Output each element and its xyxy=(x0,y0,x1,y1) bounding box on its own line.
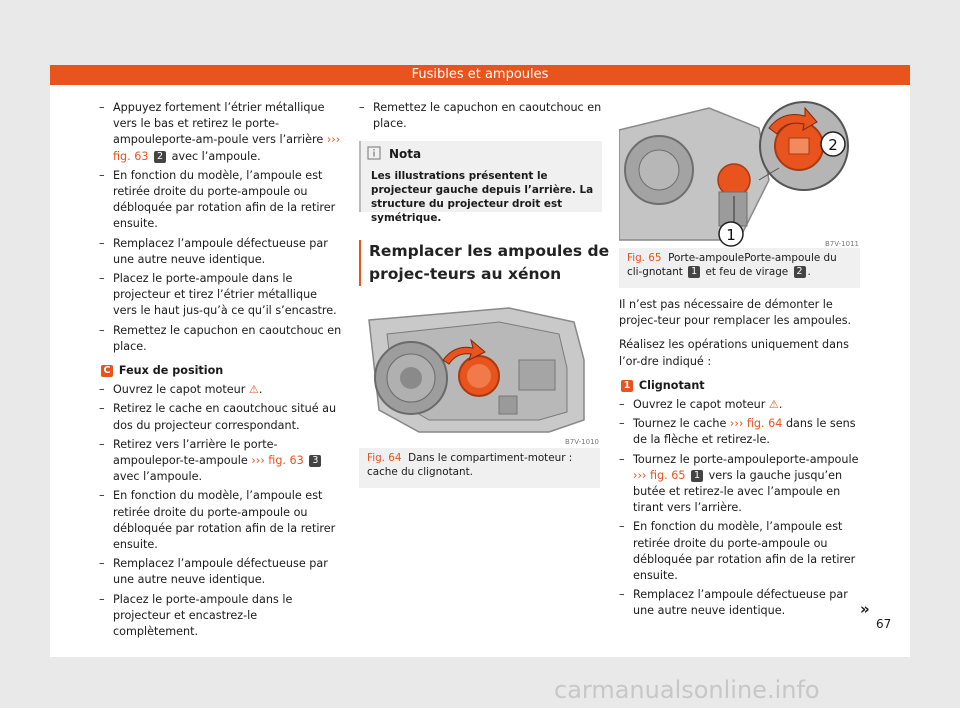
fig-link[interactable]: ››› fig. 63 xyxy=(113,133,341,163)
warning-icon[interactable]: ⚠ xyxy=(248,383,259,397)
paragraph: Réalisez les opérations uniquement dans l’or-dre indiqué : xyxy=(619,338,849,368)
info-icon xyxy=(367,146,381,160)
fig-link[interactable]: ››› fig. 65 xyxy=(633,468,686,482)
paragraph: Il n’est pas nécessaire de démonter le projec-teur pour remplacer les ampoules. xyxy=(619,298,852,328)
list-item: – Tournez le porte-ampouleporte-ampoule ››› fig. 65 1 vers la gauche jusqu’en butée et retirez-le avec l’ampoule en tirant vers l’arrière. xyxy=(619,452,859,515)
figure-caption: Fig. 64 Dans le compartiment-moteur : cache du clignotant. xyxy=(359,448,600,488)
list-item: – Remettez le capuchon en caoutchouc en place. xyxy=(99,323,342,353)
callout-number: 1 xyxy=(691,470,703,482)
section-badge: 1 xyxy=(621,380,633,392)
list-item: – Remplacez l’ampoule défectueuse par une autre neuve identique. xyxy=(99,236,328,266)
svg-text:2: 2 xyxy=(828,136,838,154)
callout-number: 2 xyxy=(794,266,806,278)
list-item: – Placez le porte-ampoule dans le projecteur et tirez l’étrier métallique vers le haut jus-qu’à ce qu’il s’encastre. xyxy=(99,272,337,318)
figure-caption: Fig. 65 Porte-ampoulePorte-ampoule du cli-gnotant 1 et feu de virage 2 . xyxy=(619,248,860,288)
headlight-rear-image xyxy=(359,300,600,448)
sub-heading: C Feux de position xyxy=(99,363,344,379)
sub-heading: 1 Clignotant xyxy=(619,378,864,394)
note-box xyxy=(359,141,602,224)
list-item: – En fonction du modèle, l’ampoule est retirée droite du porte-ampoule ou débloquée par rotation afin de la retirer ensuite. xyxy=(619,520,856,583)
column-middle xyxy=(359,100,604,135)
section-badge: C xyxy=(101,365,113,377)
list-item: – Ouvrez le capot moteur ⚠. xyxy=(619,398,783,412)
list-item: – Tournez le cache ››› fig. 64 dans le sens de la flèche et retirez-le. xyxy=(619,417,856,447)
list-item: – Placez le porte-ampoule dans le projecteur et encastrez-le complètement. xyxy=(99,592,293,639)
list-item: – Remplacez l’ampoule défectueuse par une autre neuve identique. xyxy=(619,588,848,618)
svg-text:1: 1 xyxy=(726,226,736,244)
note-body: Les illustrations présentent le projecteur gauche depuis l’arrière. La structure du projecteur droit est symétrique. xyxy=(371,170,594,224)
figure-id: B7V-1011 xyxy=(825,240,859,248)
fig-link[interactable]: ››› fig. 64 xyxy=(729,417,783,431)
callout-number: 1 xyxy=(688,266,700,278)
list-item: – Retirez vers l’arrière le porte-ampoulepor-te-ampoule ››› fig. 63 3 avec l’ampoule. xyxy=(99,437,344,486)
callout-number: 3 xyxy=(309,455,321,467)
page-number: 67 xyxy=(876,617,892,631)
column-left xyxy=(99,100,344,643)
warning-icon[interactable]: ⚠ xyxy=(768,398,779,412)
figure-id: B7V-1010 xyxy=(565,438,599,446)
list-item: – Ouvrez le capot moteur ⚠. xyxy=(99,383,263,397)
watermark: carmanualsonline.info xyxy=(554,676,820,704)
list-item: – En fonction du modèle, l’ampoule est retirée droite du porte-ampoule ou débloquée par rotation afin de la retirer ensuite. xyxy=(99,489,336,552)
list-item: – En fonction du modèle, l’ampoule est retirée droite du porte-ampoule ou débloquée par rotation afin de la retirer ensuite. xyxy=(99,168,336,231)
list-item: – Retirez le cache en caoutchouc situé au dos du projecteur correspondant. xyxy=(99,402,337,432)
headlight-bulbholder-image xyxy=(619,100,860,248)
page-header: Fusibles et ampoules xyxy=(50,65,910,85)
continue-arrow[interactable]: » xyxy=(860,600,870,618)
list-item: – Remettez le capuchon en caoutchouc en place. xyxy=(359,101,602,131)
list-item: – Remplacez l’ampoule défectueuse par une autre neuve identique. xyxy=(99,557,328,587)
figure-64 xyxy=(359,300,600,488)
list-item: – Appuyez fortement l’étrier métallique vers le bas et retirez le porte-ampouleporte-am-poule vers l’arrière ››› fig. 63 2 avec l’ampoule. xyxy=(99,101,341,163)
callout-number: 2 xyxy=(154,151,166,163)
column-right xyxy=(619,297,864,623)
section-title: Remplacer les ampoules de projec-teurs au xénon xyxy=(359,240,614,286)
figure-65 xyxy=(619,100,860,288)
note-title: Nota xyxy=(389,147,422,161)
fig-link[interactable]: ››› fig. 63 xyxy=(251,454,304,468)
